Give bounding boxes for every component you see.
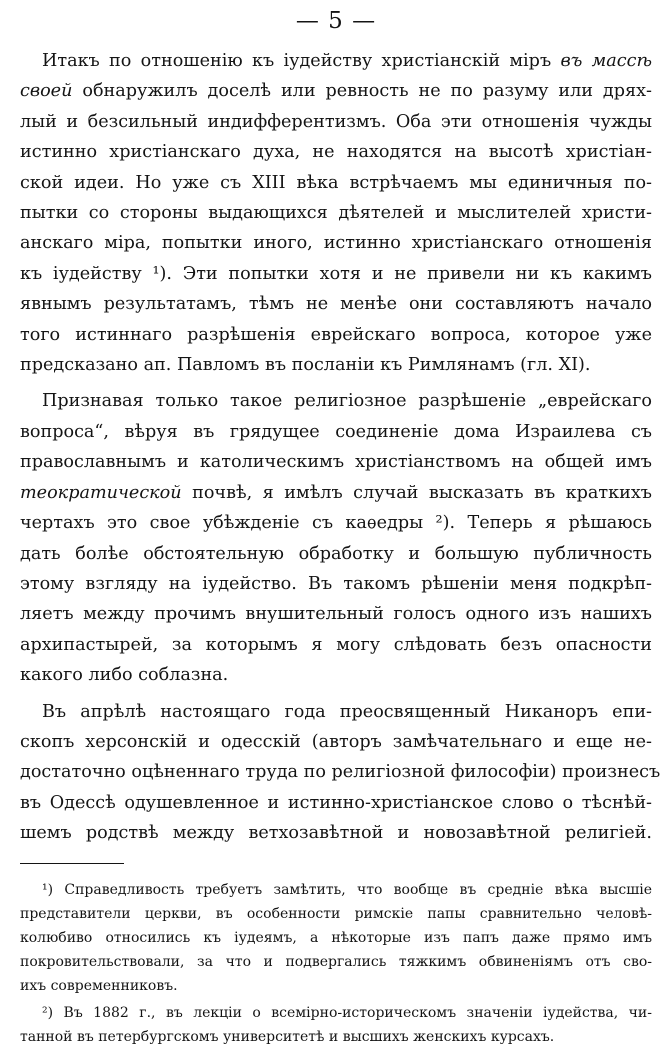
text-line: этому взгляду на іудейство. Въ такомъ рѣшеніи меня подкрѣп- — [20, 573, 652, 594]
footnote-line: ¹) Справедливость требуетъ замѣтить, что вообще въ средніе вѣка высшіе — [42, 881, 652, 898]
text-line: скопъ херсонскій и одесскій (авторъ замѣчательнаго и еще не- — [20, 731, 652, 752]
footnote-1 — [20, 878, 652, 999]
text-line: теократической почвѣ, я имѣлъ случай высказать въ краткихъ — [20, 482, 652, 503]
text-line: своей обнаружилъ доселѣ или ревность не по разуму или дрях- — [20, 81, 652, 102]
footnote-line: танной въ петербургскомъ университетѣ и высшихъ женскихъ курсахъ. — [20, 1028, 555, 1045]
footnote-line: ²) Въ 1882 г., въ лекціи о всемірно-историческомъ значеніи іудейства, чи- — [42, 1004, 652, 1021]
text-line: истинно христіанскаго духа, не находятся на высотѣ христіан- — [20, 142, 652, 163]
text-line: къ іудейству ¹). Эти попытки хотя и не привели ни къ какимъ — [20, 263, 652, 284]
footnote-line: представители церкви, въ особенности римскіе папы сравнительно человѣ- — [20, 905, 652, 922]
text-line: пытки со стороны выдающихся дѣятелей и мыслителей христи- — [20, 203, 652, 224]
text-line: архипастырей, за которымъ я могу слѣдовать безъ опасности — [20, 634, 652, 655]
text-line: въ Одессѣ одушевленное и истинно-христіанское слово о тѣснѣй- — [20, 792, 652, 813]
text-line: шемъ родствѣ между ветхозавѣтной и новозавѣтной религіей. — [20, 823, 652, 844]
footnote-line: ихъ современниковъ. — [20, 978, 178, 995]
text-line: вопроса“, вѣруя въ грядущее соединеніе дома Израилева съ — [20, 421, 652, 442]
footnote-line: колюбиво относились къ іудеямъ, а нѣкоторые изъ папъ даже прямо имъ — [20, 929, 652, 946]
page-number: — 5 — — [295, 8, 377, 34]
text-line: чертахъ это свое убѣжденіе съ каѳедры ²). Теперь я рѣшаюсь — [20, 513, 652, 534]
text-line: явнымъ результатамъ, тѣмъ не менѣе они составляютъ начало — [20, 294, 652, 315]
footnote-separator — [20, 863, 124, 864]
text-line: православнымъ и католическимъ христіанствомъ на общей имъ — [20, 452, 652, 473]
text-line: того истиннаго разрѣшенія еврейскаго вопроса, которое уже — [20, 324, 652, 345]
paragraph-3 — [20, 697, 661, 849]
italic-phrase: въ массѣ — [560, 51, 652, 71]
text-line: предсказано ап. Павломъ въ посланіи къ Римлянамъ (гл. XI). — [20, 355, 591, 376]
text-line: Признавая только такое религіозное разрѣшеніе „еврейскаго — [42, 391, 652, 412]
text-line: дать болѣе обстоятельную обработку и большую публичность — [20, 543, 652, 564]
book-page — [20, 6, 661, 1046]
text-line: лый и безсильный индифферентизмъ. Оба эти отношенія чужды — [20, 111, 652, 132]
italic-phrase: теократической — [20, 482, 182, 503]
paragraph-2 — [20, 386, 652, 690]
text-line: какого либо соблазна. — [20, 665, 229, 686]
text-line: ляетъ между прочимъ внушительный голосъ одного изъ нашихъ — [20, 604, 652, 625]
paragraph-1 — [20, 46, 652, 380]
text-line: ской идеи. Но уже съ XIII вѣка встрѣчаемъ мы единичныя по- — [20, 172, 652, 193]
text-line: достаточно оцѣненнаго труда по религіозной философіи) произнесъ — [20, 762, 661, 783]
italic-phrase: своей — [20, 81, 73, 102]
footnote-line: покровительствовали, за что и подвергались тяжкимъ обвиненіямъ отъ сво- — [20, 954, 652, 971]
footnote-2 — [20, 1001, 652, 1049]
footnotes — [20, 878, 652, 1049]
text-line: Итакъ по отношенію къ іудейству христіанскій міръ въ массѣ — [42, 51, 652, 71]
text-line: анскаго міра, попытки иного, истинно христіанскаго отношенія — [20, 233, 652, 254]
text-line: Въ апрѣлѣ настоящаго года преосвященный Никаноръ епи- — [42, 701, 652, 722]
